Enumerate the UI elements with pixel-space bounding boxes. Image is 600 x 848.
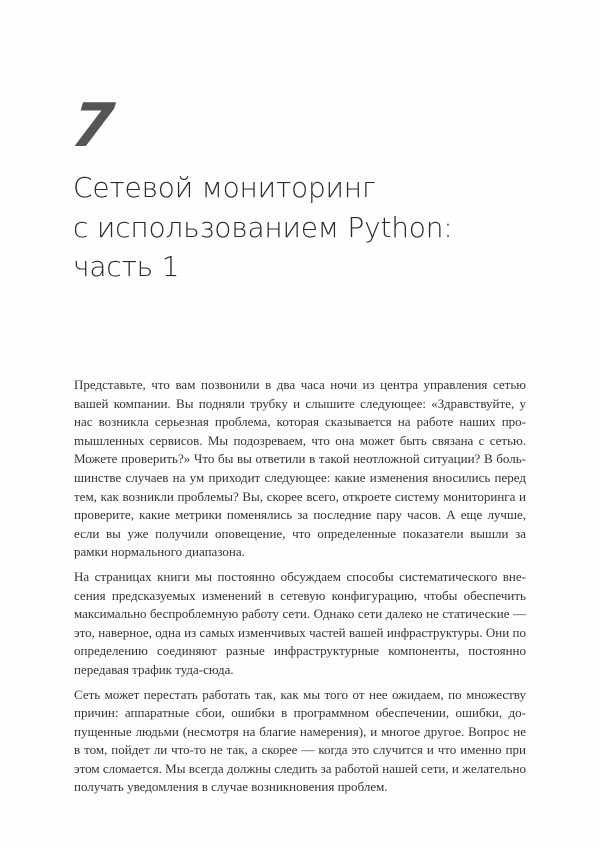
chapter-title-line-1: Сетевой мониторинг (73, 171, 376, 204)
paragraph-1: Представьте, что вам позвонили в два часа ночи из центра управления сетью вашей компании. Вы подняли трубку и слышите следующее: «Здравствуйте, у нас возникла серьезная проблема, которая сказывается на работе наших проmышленных сервисов. Мы подозреваем, что она может быть связана с сетью. Можете проверить?» Что бы вы ответили в такой неотложной ситуации? В большинстве случаев на ум приходит следующее: какие изменения вносились перед тем, как возникли проблемы? Вы, скорее всего, откроете систему мониторинга и проверите, какие метрики поменялись за последние пару часов. А еще лучше, если вы уже получили оповещение, что определенные показатели вышли за рамки нормального диапазона. (74, 377, 526, 560)
paragraph-2: На страницах книги мы постоянно обсуждаем способы систематического внесения предсказуемых изменений в сетевую конфигурацию, чтобы обеспечить максимально беспроблемную работу сети. Однако сети далеко не статические — это, наверное, одна из самых изменчивых частей вашей инфраструктуры. Они по определению соединяют разные инфраструктурные компоненты, постоянно передавая трафик туда-сюда. (74, 568, 526, 677)
chapter-body (74, 376, 526, 803)
chapter-title (73, 168, 553, 287)
chapter-title-line-3: часть 1 (73, 250, 180, 283)
paragraph-3: Сеть может перестать работать так, как мы того от нее ожидаем, по множеству причин: аппаратные сбои, ошибки в программном обеспечении, ошибки, допущенные людьми (несмотря на благие намерения), и многое другое. Вопрос не в том, пойдет ли что-то не так, а скорее — когда это случится и что именно при этом сломается. Мы всегда должны следить за работой нашей сети, и желательно получать уведомления в случае возникновения проблем. (74, 686, 526, 795)
chapter-number: 7 (68, 91, 116, 161)
chapter-title-line-2: с использованием Python: (73, 210, 453, 244)
